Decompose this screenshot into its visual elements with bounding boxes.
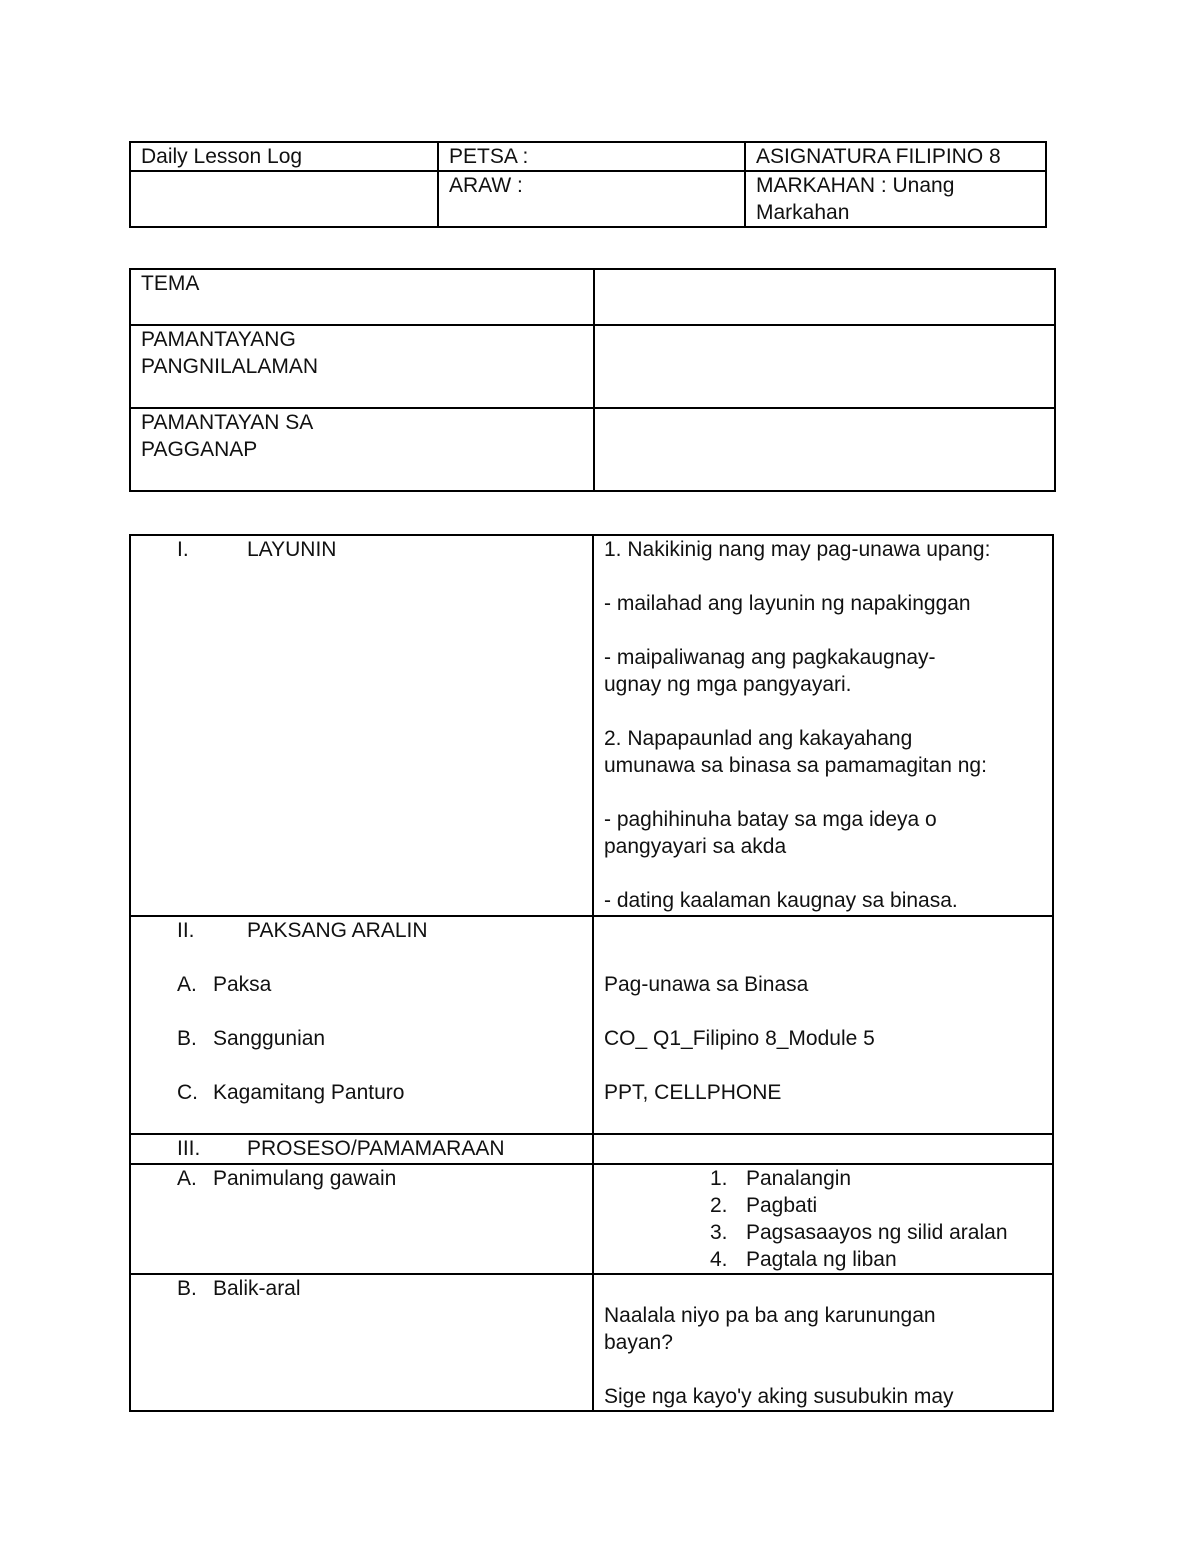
proseso-content-cell — [593, 1134, 1053, 1164]
paksang-heading: PAKSANG ARALIN — [247, 919, 428, 942]
pangnilalaman-line-2: PANGNILALAMAN — [141, 355, 318, 378]
pangnilalaman-value-cell — [594, 325, 1055, 408]
markahan-line-1: MARKAHAN : Unang — [756, 174, 955, 197]
balik-aral-heading: Balik-aral — [213, 1277, 301, 1300]
balik-aral-line: bayan? — [604, 1331, 673, 1354]
layunin-heading: LAYUNIN — [247, 538, 337, 561]
paksa-value: Pag-unawa sa Binasa — [604, 973, 809, 996]
kagamitan-item: C. Kagamitang Panturo — [177, 1081, 405, 1104]
markahan-line-2: Markahan — [756, 201, 850, 224]
balik-aral-line: Naalala niyo pa ba ang karunungan — [604, 1304, 936, 1327]
tema-label: TEMA — [141, 272, 200, 295]
balik-aral-content-cell — [593, 1274, 1053, 1411]
pagganap-cell — [130, 408, 594, 491]
araw-label: ARAW : — [449, 174, 523, 197]
title-cell — [130, 142, 438, 171]
objective-line: 1. Nakikinig nang may pag-unawa upang: — [604, 538, 991, 561]
markahan-cell — [745, 171, 1046, 227]
sanggunian-item: B. Sanggunian — [177, 1027, 326, 1050]
panimulang-content-cell — [593, 1164, 1053, 1274]
paksang-roman: II. — [177, 919, 195, 942]
layunin-label-cell — [130, 535, 593, 916]
step-item: 3. Pagsasaayos ng silid aralan — [710, 1221, 1008, 1244]
standards-table — [129, 268, 1056, 492]
balik-aral-label-cell — [130, 1274, 593, 1411]
paksang-aralin-content-cell — [593, 916, 1053, 1134]
pangnilalaman-cell — [130, 325, 594, 408]
proseso-roman: III. — [177, 1137, 201, 1160]
asignatura-label: ASIGNATURA FILIPINO 8 — [756, 145, 1001, 168]
step-item: 4. Pagtala ng liban — [710, 1248, 897, 1271]
pagganap-line-2: PAGGANAP — [141, 438, 258, 461]
araw-cell — [438, 171, 745, 227]
paksang-aralin-label-cell — [130, 916, 593, 1134]
kagamitan-value: PPT, CELLPHONE — [604, 1081, 782, 1104]
lesson-plan-table — [129, 534, 1054, 1412]
petsa-cell — [438, 142, 745, 171]
objective-line: - paghihinuha batay sa mga ideya o — [604, 808, 937, 831]
lesson-log-title: Daily Lesson Log — [141, 145, 303, 168]
petsa-label: PETSA : — [449, 145, 529, 168]
panimulang-heading: Panimulang gawain — [213, 1167, 397, 1190]
asignatura-cell — [745, 142, 1046, 171]
tema-cell — [130, 269, 594, 325]
balik-aral-letter: B. — [177, 1277, 197, 1300]
objective-line: pangyayari sa akda — [604, 835, 787, 858]
sanggunian-value: CO_ Q1_Filipino 8_Module 5 — [604, 1027, 875, 1050]
step-item: 2. Pagbati — [710, 1194, 818, 1217]
panimulang-label-cell — [130, 1164, 593, 1274]
proseso-label-cell — [130, 1134, 593, 1164]
blank-cell — [130, 171, 438, 227]
header-table — [129, 141, 1047, 228]
step-item: 1. Panalangin — [710, 1167, 852, 1190]
objective-line: ugnay ng mga pangyayari. — [604, 673, 852, 696]
panimulang-letter: A. — [177, 1167, 197, 1190]
layunin-content-cell — [593, 535, 1053, 916]
objective-line: - mailahad ang layunin ng napakinggan — [604, 592, 971, 615]
tema-value-cell — [594, 269, 1055, 325]
balik-aral-line: Sige nga kayo'y aking susubukin may — [604, 1385, 954, 1408]
objective-line: 2. Napapaunlad ang kakayahang — [604, 727, 913, 750]
proseso-heading: PROSESO/PAMAMARAAN — [247, 1137, 505, 1160]
pagganap-line-1: PAMANTAYAN SA — [141, 411, 314, 434]
objective-line: umunawa sa binasa sa pamamagitan ng: — [604, 754, 987, 777]
objective-line: - dating kaalaman kaugnay sa binasa. — [604, 889, 958, 912]
pagganap-value-cell — [594, 408, 1055, 491]
objective-line: - maipaliwanag ang pagkakaugnay- — [604, 646, 936, 669]
pangnilalaman-line-1: PAMANTAYANG — [141, 328, 296, 351]
paksa-item: A. Paksa — [177, 973, 272, 996]
layunin-roman: I. — [177, 538, 189, 561]
